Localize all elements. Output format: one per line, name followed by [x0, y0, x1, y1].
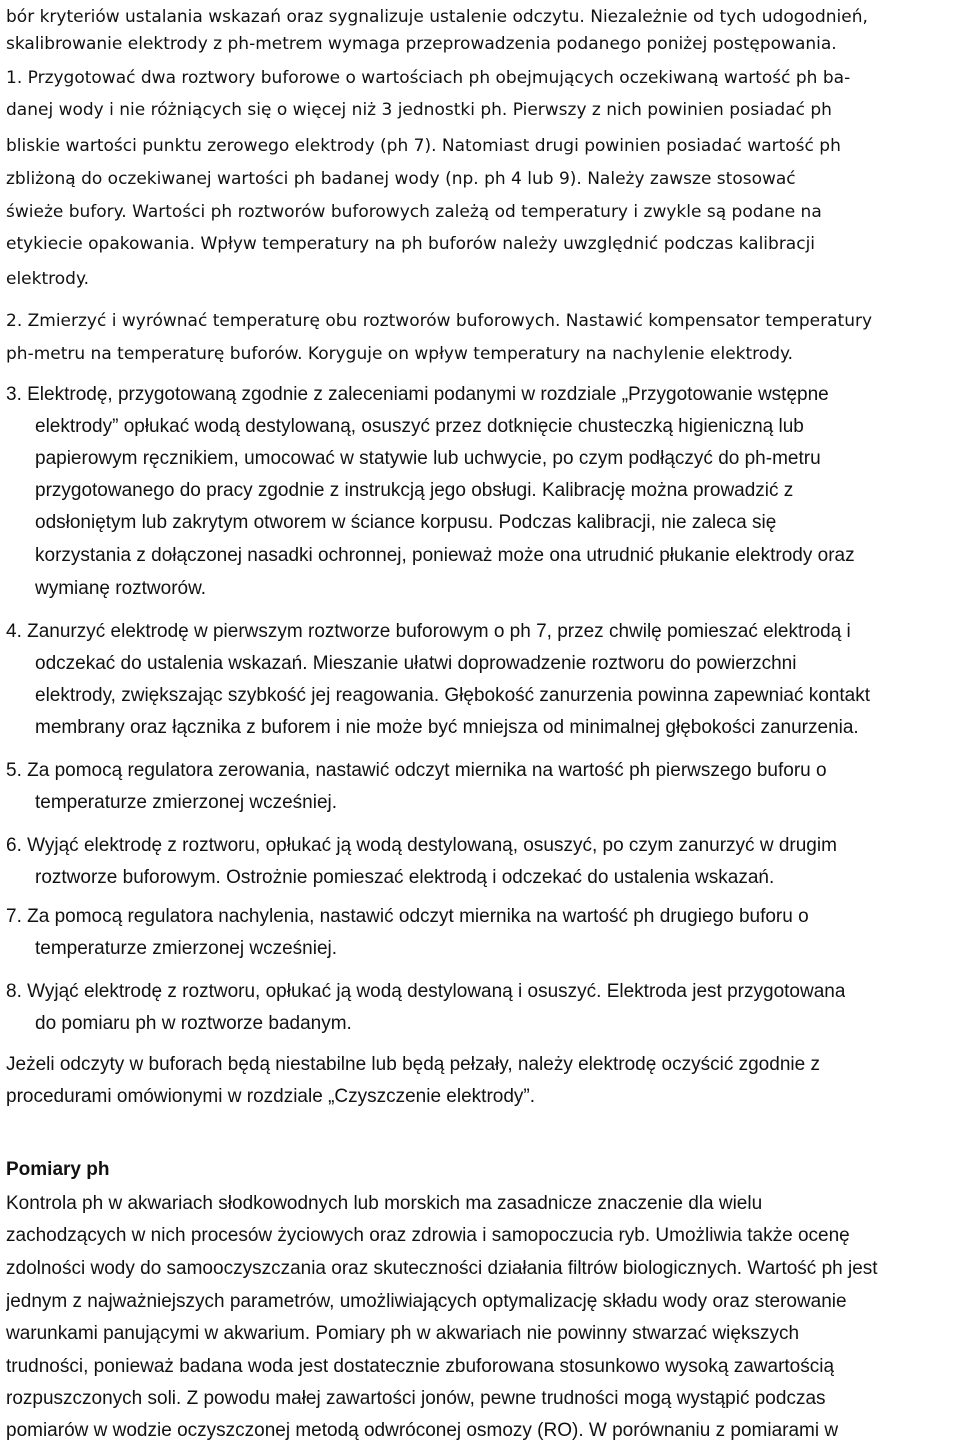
text-line: 1. Przygotować dwa roztwory buforowe o wartościach ph obejmujących oczekiwaną wartość ph ba-	[6, 68, 851, 88]
text-line: jednym z najważniejszych parametrów, umożliwiających optymalizację składu wody oraz sterowanie	[6, 1291, 847, 1312]
text-line: bór kryteriów ustalania wskazań oraz sygnalizuje ustalenie odczytu. Niezależnie od tych udogodnień,	[6, 7, 868, 27]
section-heading: Pomiary ph	[6, 1159, 110, 1180]
text-line: membrany oraz łącznika z buforem i nie może być mniejsza od minimalnej głębokości zanurzenia.	[35, 717, 859, 738]
text-line: danej wody i nie różniących się o więcej niż 3 jednostki ph. Pierwszy z nich powinien posiadać ph	[6, 100, 832, 120]
text-line: procedurami omówionymi w rozdziale „Czyszczenie elektrody”.	[6, 1086, 536, 1107]
text-line: skalibrowanie elektrody z ph-metrem wymaga przeprowadzenia podanego poniżej postępowania.	[6, 34, 837, 54]
text-line: pomiarów w wodzie oczyszczonej metodą odwróconej osmozy (RO). W porównaniu z pomiarami w	[6, 1420, 839, 1441]
text-line: 5. Za pomocą regulatora zerowania, nastawić odczyt miernika na wartość ph pierwszego buforu o	[6, 760, 827, 781]
text-line: do pomiaru ph w roztworze badanym.	[35, 1013, 352, 1034]
text-line: 7. Za pomocą regulatora nachylenia, nastawić odczyt miernika na wartość ph drugiego buforu o	[6, 906, 809, 927]
text-line: roztworze buforowym. Ostrożnie pomieszać elektrodą i odczekać do ustalenia wskazań.	[35, 867, 775, 888]
text-line: temperaturze zmierzonej wcześniej.	[35, 792, 338, 813]
text-line: etykiecie opakowania. Wpływ temperatury na ph buforów należy uwzględnić podczas kalibracji	[6, 234, 816, 254]
text-line: Kontrola ph w akwariach słodkowodnych lub morskich ma zasadnicze znaczenie dla wielu	[6, 1193, 763, 1214]
text-line: świeże bufory. Wartości ph roztworów buforowych zależą od temperatury i zwykle są podane na	[6, 202, 822, 222]
text-line: elektrody.	[6, 269, 89, 289]
text-line: 3. Elektrodę, przygotowaną zgodnie z zaleceniami podanymi w rozdziale „Przygotowanie wstępne	[6, 384, 829, 405]
text-line: warunkami panującymi w akwarium. Pomiary ph w akwariach nie powinny stwarzać większych	[6, 1323, 800, 1344]
text-line: elektrody” opłukać wodą destylowaną, osuszyć przez dotknięcie chusteczką higieniczną lub	[35, 416, 804, 437]
text-line: bliskie wartości punktu zerowego elektrody (ph 7). Natomiast drugi powinien posiadać wartość ph	[6, 136, 841, 156]
text-line: 8. Wyjąć elektrodę z roztworu, opłukać ją wodą destylowaną i osuszyć. Elektroda jest przygotowana	[6, 981, 846, 1002]
text-line: 6. Wyjąć elektrodę z roztworu, opłukać ją wodą destylowaną, osuszyć, po czym zanurzyć w drugim	[6, 835, 837, 856]
text-line: rozpuszczonych soli. Z powodu małej zawartości jonów, pewne trudności mogą wystąpić podczas	[6, 1388, 826, 1409]
text-line: trudności, ponieważ badana woda jest dostatecznie zbuforowana stosunkowo wysoką zawartością	[6, 1356, 835, 1377]
text-line: ph-metru na temperaturę buforów. Koryguje on wpływ temperatury na nachylenie elektrody.	[6, 344, 794, 364]
text-line: papierowym ręcznikiem, umocować w statywie lub uchwycie, po czym podłączyć do ph-metru	[35, 448, 821, 469]
text-line: zachodzących w nich procesów życiowych oraz zdrowia i samopoczucia ryb. Umożliwia także ocenę	[6, 1225, 850, 1246]
text-line: temperaturze zmierzonej wcześniej.	[35, 938, 338, 959]
text-line: wymianę roztworów.	[35, 578, 207, 599]
text-line: 2. Zmierzyć i wyrównać temperaturę obu roztworów buforowych. Nastawić kompensator temperatury	[6, 311, 873, 331]
text-line: odczekać do ustalenia wskazań. Mieszanie ułatwi doprowadzenie roztworu do powierzchni	[35, 653, 797, 674]
text-line: zbliżoną do oczekiwanej wartości ph badanej wody (np. ph 4 lub 9). Należy zawsze stosować	[6, 169, 796, 189]
text-line: Jeżeli odczyty w buforach będą niestabilne lub będą pełzały, należy elektrodę oczyścić zgodnie z	[6, 1054, 820, 1075]
text-line: zdolności wody do samooczyszczania oraz skuteczności działania filtrów biologicznych. Wartość ph jest	[6, 1258, 878, 1279]
text-line: odsłoniętym lub zakrytym otworem w ściance korpusu. Podczas kalibracji, nie zaleca się	[35, 512, 777, 533]
text-line: przygotowanego do pracy zgodnie z instrukcją jego obsługi. Kalibrację można prowadzić z	[35, 480, 794, 501]
text-line: elektrody, zwiększając szybkość jej reagowania. Głębokość zanurzenia powinna zapewniać kontakt	[35, 685, 871, 706]
text-line: 4. Zanurzyć elektrodę w pierwszym roztworze buforowym o ph 7, przez chwilę pomieszać elektrodą i	[6, 621, 851, 642]
text-line: korzystania z dołączonej nasadki ochronnej, ponieważ może ona utrudnić płukanie elektrody oraz	[35, 545, 855, 566]
